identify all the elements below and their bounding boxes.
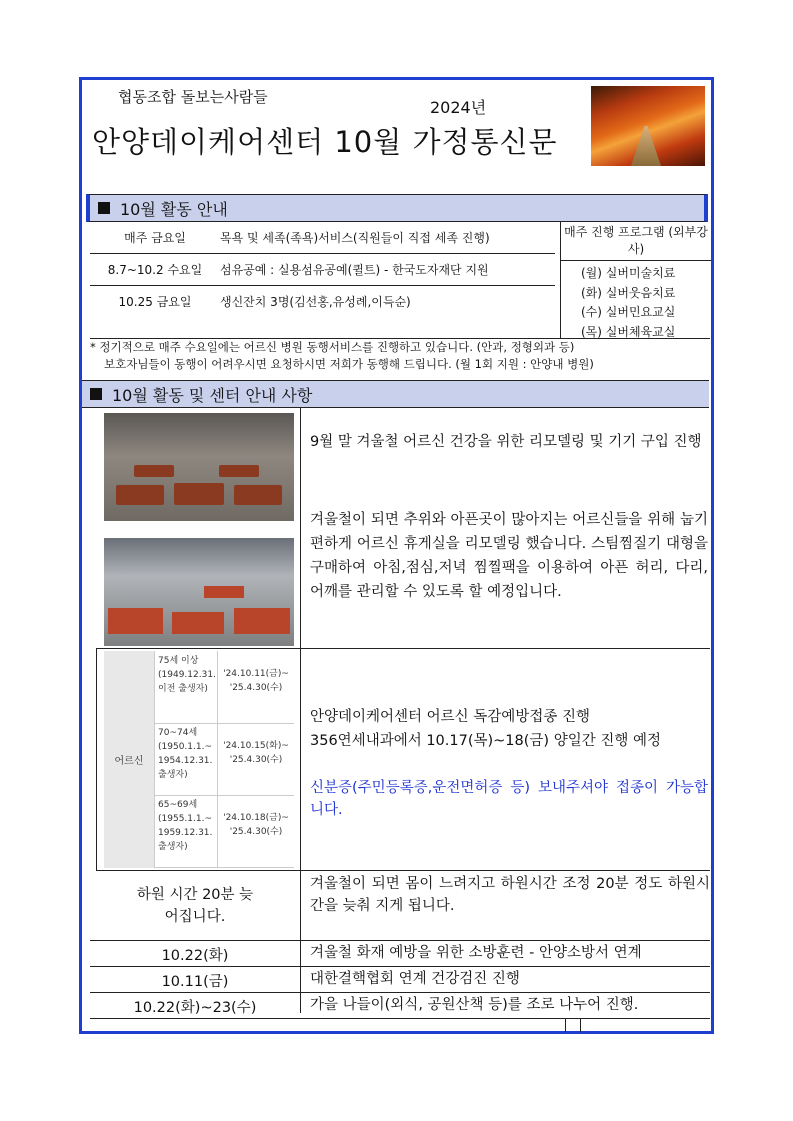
divider xyxy=(96,870,710,871)
table-row xyxy=(90,254,555,286)
org-name: 협동조합 돌보는사람들 xyxy=(118,88,268,106)
row-right: 대한결핵협회 연계 건강검진 진행 xyxy=(310,971,520,987)
program-item: (목) 실버체육교실 xyxy=(581,324,676,339)
id-card-notice: 신분증(주민등록증,운전면허증 등) 보내주셔야 접종이 가능합니다. xyxy=(310,780,708,818)
remodel-description: 겨울철이 되면 추위와 아픈곳이 많아지는 어르신들을 위해 눕기 편하게 어르신 휴게실을 리모델링 했습니다. 스팀찜질기 대형을 구매하여 아침,점심,저녁 찜찔팩을 이용하여 아픈 허리, 다리, 어깨를 관리할 수 있도록 할 예정입니다. xyxy=(310,512,708,600)
row-left: 10.22(화) xyxy=(161,948,229,964)
age-cell: 65~69세 (1955.1.1.~ 1959.12.31. 출생자) xyxy=(154,795,218,867)
row-date: 10.25 금요일 xyxy=(118,295,192,309)
page-title: 안양데이케어센터 10월 가정통신문 xyxy=(92,125,558,159)
row-date: 매주 금요일 xyxy=(90,222,220,254)
remodel-headline: 9월 말 겨울철 어르신 건강을 위한 리모델링 및 기기 구입 진행 xyxy=(310,434,702,450)
square-bullet-icon xyxy=(90,388,102,400)
vaccination-info xyxy=(310,705,708,753)
section-center-notice xyxy=(82,380,709,408)
age-cell: 70~74세 (1950.1.1.~ 1954.12.31. 출생자) xyxy=(154,723,218,795)
program-item: (월) 실버미술치료 xyxy=(581,266,676,280)
table-row xyxy=(90,286,555,318)
row-right: 겨울철 화재 예방을 위한 소방훈련 - 안양소방서 연계 xyxy=(310,945,642,961)
section-title: 10월 활동 및 센터 안내 사항 xyxy=(112,385,313,405)
rest-room-photo xyxy=(104,413,294,521)
divider xyxy=(90,1018,710,1019)
program-header: 매주 진행 프로그램 (외부강사) xyxy=(561,222,711,261)
section-activity-guide xyxy=(86,194,708,222)
row-right: 가을 나들이(외식, 공원산책 등)를 조로 나누어 진행. xyxy=(310,997,639,1013)
row-left: 10.22(화)~23(수) xyxy=(133,1000,257,1016)
age-cell: 75세 이상 (1949.12.31. 이전 출생자) xyxy=(154,651,218,723)
program-item: (화) 실버웃음치료 xyxy=(581,285,676,300)
weekly-program-box xyxy=(560,222,711,338)
table-row xyxy=(154,651,294,724)
row-desc: 섬유공예 : 실용섬유공예(퀼트) - 한국도자재단 지원 xyxy=(220,254,555,286)
table-row xyxy=(90,222,555,254)
table-row xyxy=(154,723,294,796)
divider xyxy=(96,648,710,649)
divider xyxy=(565,1018,566,1032)
divider xyxy=(90,966,710,967)
row-desc: 생신잔치 3명(김선홍,유성례,이득순) xyxy=(220,295,411,309)
steam-room-photo xyxy=(104,538,294,646)
row-right: 겨울철이 되면 몸이 느려지고 하원시간 조정 20분 정도 하원시간을 늦춰 지게 됩니다. xyxy=(310,876,710,914)
autumn-photo xyxy=(591,86,705,166)
hospital-escort-note xyxy=(90,338,710,373)
row-date: 8.7~10.2 수요일 xyxy=(90,254,220,286)
period-cell: '24.10.18(금)~ '25.4.30(수) xyxy=(223,813,289,837)
period-cell: '24.10.11(금)~ '25.4.30(수) xyxy=(223,669,289,693)
vaccine-group-label: 어르신 xyxy=(104,651,155,868)
divider xyxy=(90,992,710,993)
vaccine-line: 안양데이케어센터 어르신 독감예방접종 진행 xyxy=(310,709,590,725)
divider xyxy=(580,1018,581,1032)
row-left: 10.11(금) xyxy=(161,974,229,990)
divider xyxy=(90,940,710,941)
section-title: 10월 활동 안내 xyxy=(120,199,228,219)
period-cell: '24.10.15(화)~ '25.4.30(수) xyxy=(223,741,289,765)
year-label: 2024년 xyxy=(430,98,487,117)
table-row xyxy=(154,795,294,868)
row-left: 하원 시간 20분 늦어집니다. xyxy=(136,887,254,925)
program-item: (수) 실버민요교실 xyxy=(581,305,676,319)
vaccine-schedule-table xyxy=(104,651,294,868)
square-bullet-icon xyxy=(98,202,110,214)
divider xyxy=(300,408,301,1013)
divider xyxy=(96,648,97,870)
row-desc: 목욕 및 세족(족욕)서비스(직원들이 직접 세족 진행) xyxy=(220,222,555,254)
activity-table xyxy=(90,222,555,317)
vaccine-line: 356연세내과에서 10.17(목)~18(금) 양일간 진행 예정 xyxy=(310,733,661,749)
note-line: * 정기적으로 매주 수요일에는 어르신 병원 동행서비스를 진행하고 있습니다. (안과, 정형외과 등) xyxy=(90,340,575,354)
note-line: 보호자님들이 동행이 어려우시면 요청하시면 저희가 동행해 드립니다. (월 1회 지원 : 안양내 병원) xyxy=(104,357,594,371)
